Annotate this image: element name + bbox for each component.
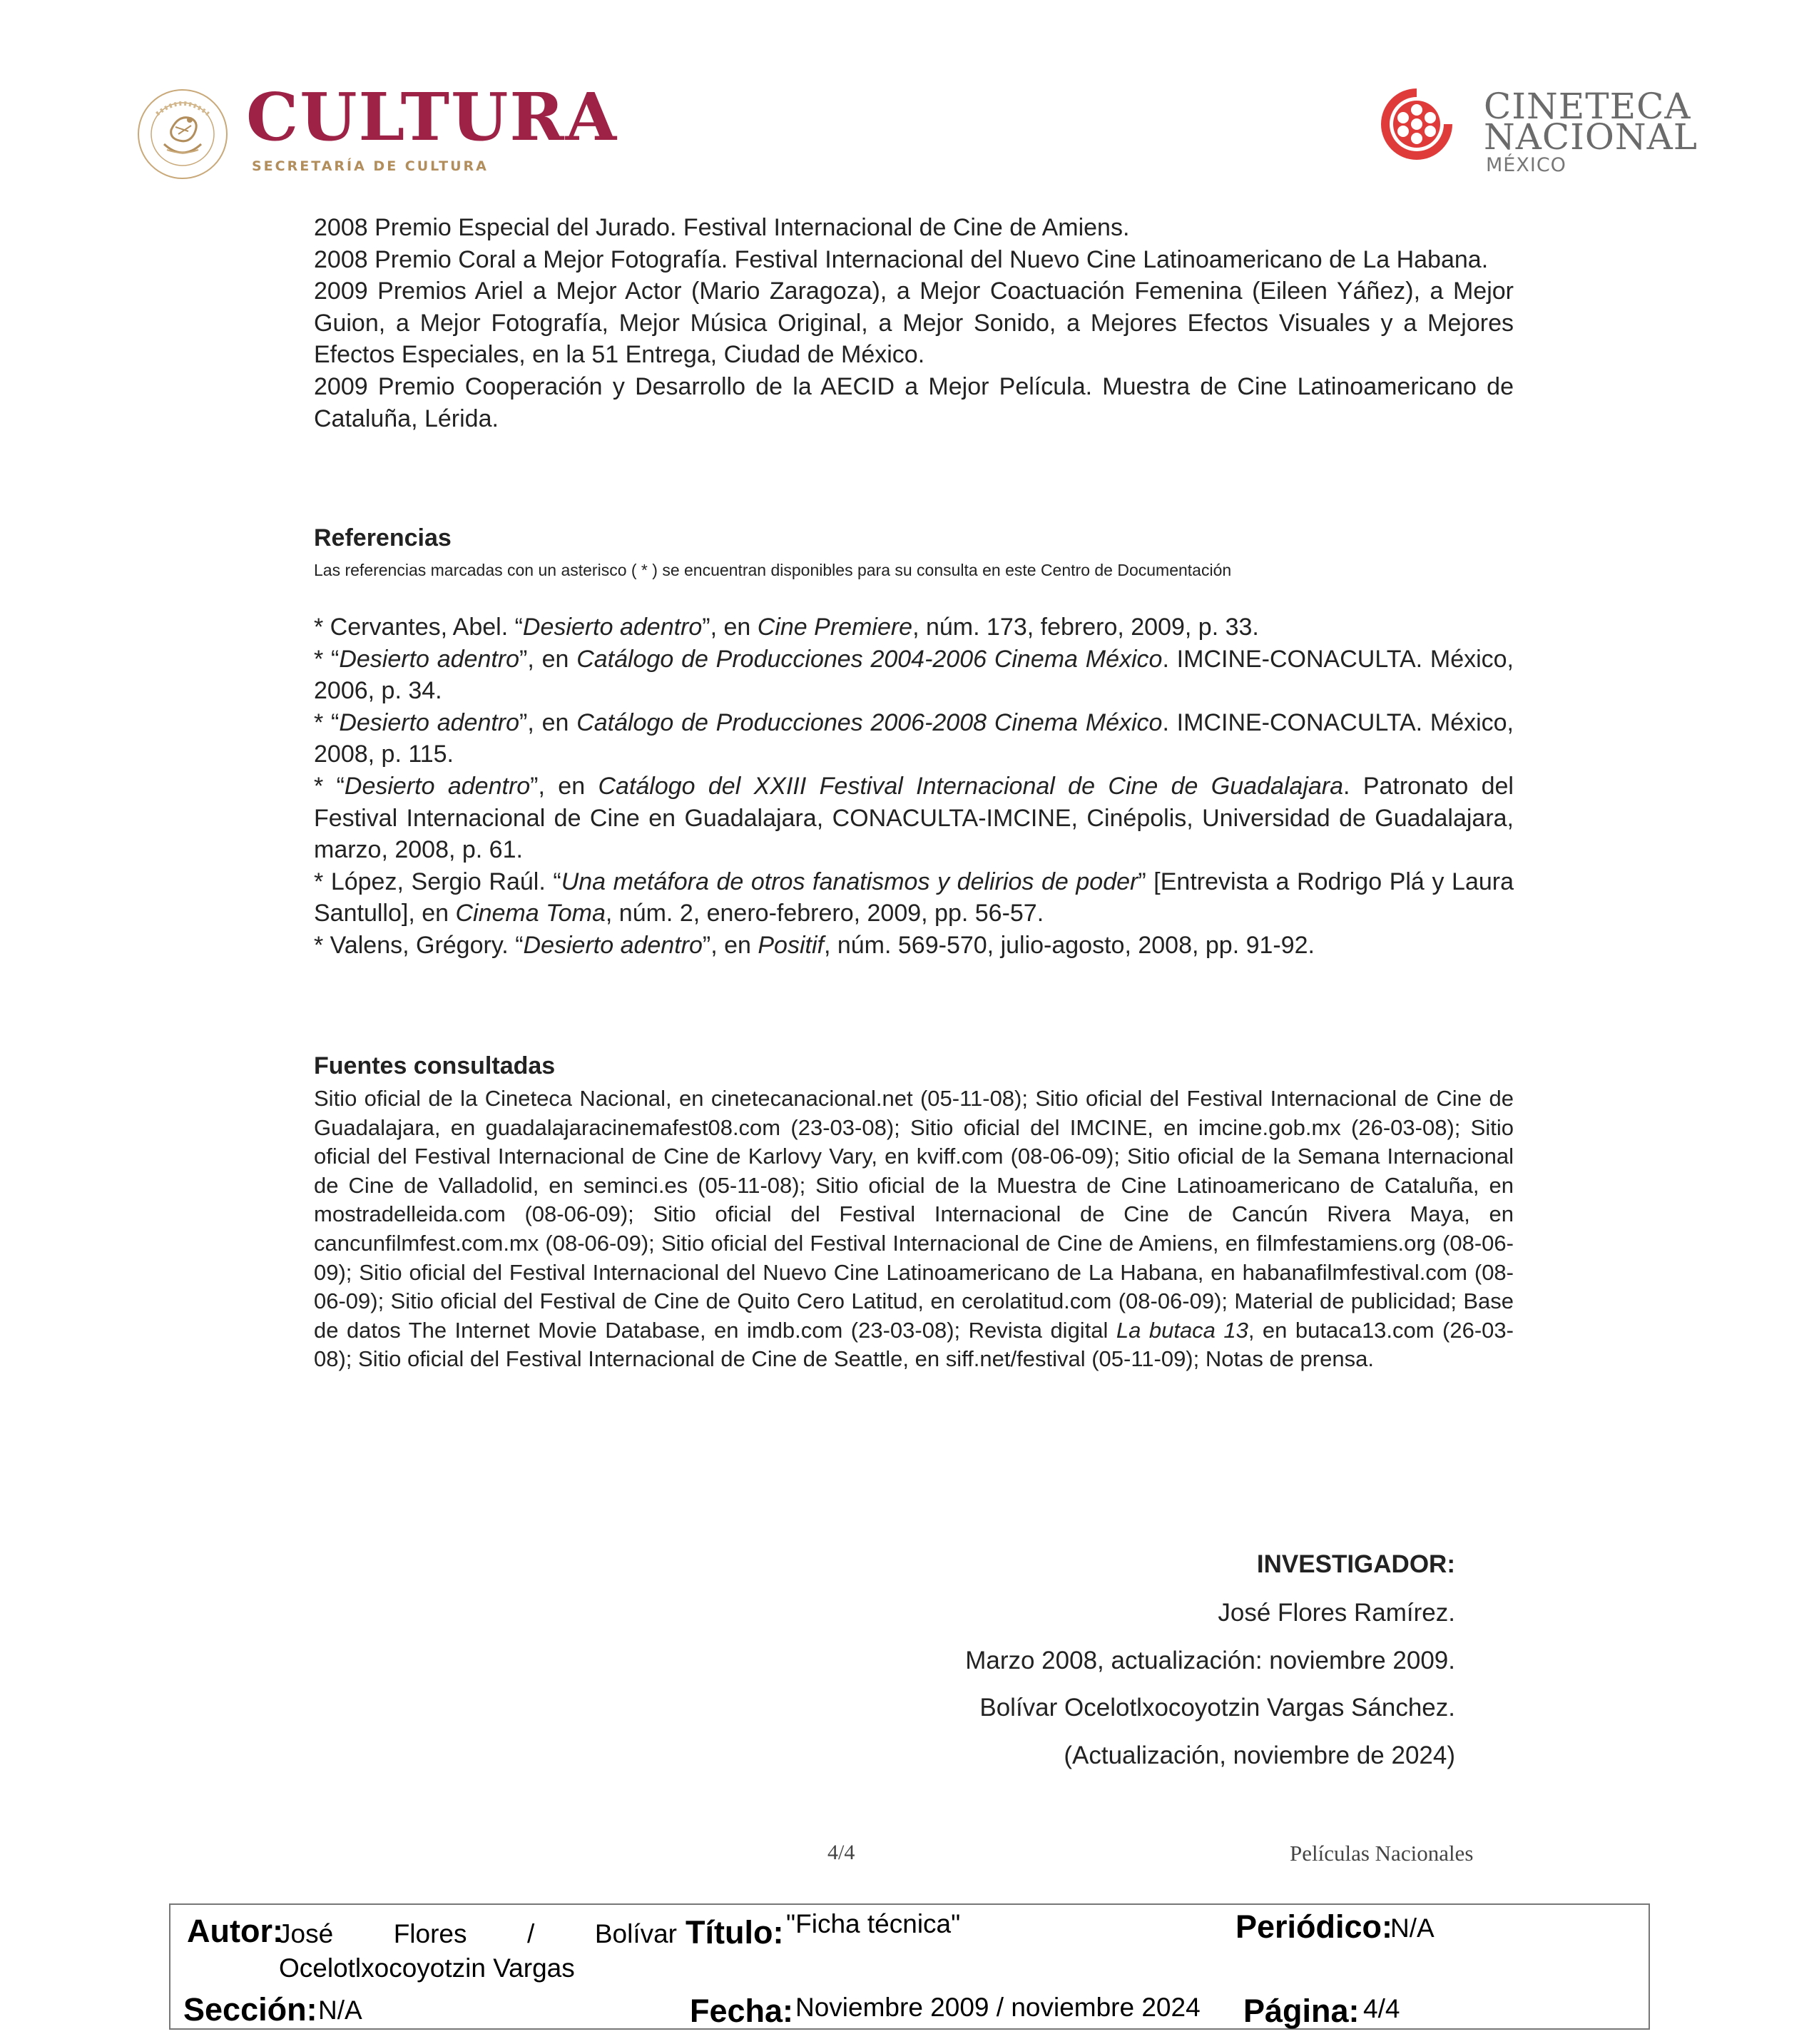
italic-title: La butaca 13 bbox=[1116, 1317, 1248, 1343]
mexican-seal-icon bbox=[136, 87, 230, 181]
titulo-value: "Ficha técnica" bbox=[786, 1909, 961, 1938]
referencias-list bbox=[314, 611, 1514, 962]
award-item: 2008 Premio Especial del Jurado. Festival Internacional de Cine de Amiens. bbox=[314, 214, 1130, 241]
text-run: Sitio oficial de la Cineteca Nacional, en cinetecanacional.net (05-11-08); Sitio oficial del Festival Internacional de Cine de Guadalajara, en guadalajaracinemafest08.com (23-03-08); Sitio oficial del IMCINE, en imcine.gob.mx (26-03-08); Sitio oficial del Festival Internacional de Cine de Karlovy Vary, en kviff.com (08-06-09); Sitio oficial de la Semana Internacional de Cine de Valladolid, en seminci.es (05-11-08); Sitio oficial de la Muestra de Cine Latinoamericano de Cataluña, en mostradelleida.com (08-06-09); Sitio oficial del Festival Internacional de Cine de Cancún Rivera Maya, en cancunfilmfest.com.mx (08-06-09); Sitio oficial del Festival Internacional de Cine de Amiens, en filmfestamiens.org (08-06-09); Sitio oficial del Festival Internacional del Nuevo Cine Latinoamericano de La Habana, en habanafilmfestival.com (08-06-09); Sitio oficial del Festival de Cine de Quito Cero Latitud, en cerolatitud.com (08-06-09); Material de publicidad; Base de datos The Internet Movie Database, en imdb.com (23-03-08); Revista digital bbox=[314, 1086, 1514, 1343]
autor-value-line-2: Ocelotlxocoyotzin Vargas bbox=[279, 1953, 575, 1983]
fecha-label: Fecha: bbox=[690, 1993, 794, 2029]
autor-value-line-1 bbox=[277, 1921, 677, 1947]
page-number: 4/4 bbox=[827, 1841, 855, 1864]
italic-title: Desierto adentro bbox=[344, 772, 531, 800]
text-run: ”, en bbox=[702, 931, 758, 959]
reference-item bbox=[314, 771, 1514, 866]
text-run: * Cervantes, Abel. “ bbox=[314, 614, 523, 641]
reference-item bbox=[314, 930, 1514, 962]
text-run: * Valens, Grégory. “ bbox=[314, 931, 524, 959]
italic-title: Una metáfora de otros fanatismos y delirios de poder bbox=[561, 868, 1138, 895]
reference-item bbox=[314, 611, 1514, 644]
pagina-value: 4/4 bbox=[1363, 1994, 1400, 2023]
text-run: * “ bbox=[314, 645, 340, 673]
investigador-name: José Flores Ramírez. bbox=[1218, 1599, 1455, 1627]
metadata-box bbox=[169, 1903, 1650, 2030]
periodico-label: Periódico: bbox=[1235, 1908, 1393, 1945]
text-run: . IMCINE-CONACULTA. México, 2006, p. 34. bbox=[314, 645, 1514, 705]
italic-title: Catálogo de Producciones 2004-2006 Cinema México bbox=[576, 645, 1163, 673]
award-item: 2009 Premios Ariel a Mejor Actor (Mario Zaragoza), a Mejor Coactuación Femenina (Eileen Yáñez), a Mejor Guion, a Mejor Fotografía, Mejor Música Original, a Mejor Sonido, a Mejores Efectos Visuales y a Mejores Efectos Especiales, en la 51 Entrega, Ciudad de México. bbox=[314, 278, 1514, 369]
italic-title: Positif bbox=[758, 931, 824, 959]
pagina-label: Página: bbox=[1243, 1993, 1360, 2029]
cultura-subtitle: SECRETARÍA DE CULTURA bbox=[252, 158, 489, 174]
italic-title: Cine Premiere bbox=[757, 614, 913, 641]
text-run: , en butaca13.com (26-03-08); Sitio oficial del Festival Internacional de Cine de Seattle, en siff.net/festival (05-11-09); Notas de prensa. bbox=[314, 1317, 1514, 1372]
cultura-logo bbox=[136, 78, 618, 184]
investigador-update: (Actualización, noviembre de 2024) bbox=[1064, 1742, 1455, 1769]
text-run: . IMCINE-CONACULTA. México, 2008, p. 115. bbox=[314, 708, 1514, 768]
investigador-name-2: Bolívar Ocelotlxocoyotzin Vargas Sánchez. bbox=[979, 1694, 1455, 1722]
seccion-value: N/A bbox=[318, 1995, 362, 2025]
fuentes-paragraph bbox=[314, 1084, 1514, 1374]
italic-title: Catálogo del XXIII Festival Internacional de Cine de Guadalajara bbox=[598, 772, 1344, 800]
reference-item bbox=[314, 866, 1514, 930]
seccion-label: Sección: bbox=[183, 1991, 317, 2028]
text-run: ” [Entrevista a Rodrigo Plá y Laura Santullo], en bbox=[314, 868, 1514, 927]
cineteca-logo bbox=[1377, 80, 1698, 180]
italic-title: Desierto adentro bbox=[523, 931, 703, 959]
cineteca-line-1: CINETECA bbox=[1484, 86, 1691, 127]
autor-word: / bbox=[527, 1919, 535, 1948]
fecha-value: Noviembre 2009 / noviembre 2024 bbox=[795, 1993, 1201, 2022]
award-item: 2009 Premio Cooperación y Desarrollo de la AECID a Mejor Película. Muestra de Cine Latinoamericano de Cataluña, Lérida. bbox=[314, 372, 1514, 432]
periodico-value: N/A bbox=[1390, 1913, 1435, 1943]
text-run: , núm. 569-570, julio-agosto, 2008, pp. 91-92. bbox=[823, 931, 1315, 959]
reference-item bbox=[314, 644, 1514, 707]
text-run: * López, Sergio Raúl. “ bbox=[314, 868, 561, 895]
text-run: ”, en bbox=[530, 772, 598, 800]
autor-label: Autor: bbox=[187, 1913, 283, 1949]
text-run: ”, en bbox=[702, 614, 758, 641]
referencias-note: Las referencias marcadas con un asterisco ( * ) se encuentran disponibles para su consulta en este Centro de Documentación bbox=[314, 561, 1232, 579]
cineteca-line-2: NACIONAL bbox=[1484, 116, 1698, 158]
italic-title: Desierto adentro bbox=[339, 645, 520, 673]
fuentes-heading: Fuentes consultadas bbox=[314, 1052, 556, 1079]
italic-title: Desierto adentro bbox=[522, 614, 703, 641]
text-run: , núm. 2, enero-febrero, 2009, pp. 56-57. bbox=[605, 900, 1044, 927]
text-run: ”, en bbox=[519, 708, 577, 736]
award-item: 2008 Premio Coral a Mejor Fotografía. Festival Internacional del Nuevo Cine Latinoamericano de La Habana. bbox=[314, 245, 1489, 273]
text-run: * “ bbox=[314, 708, 340, 736]
referencias-heading: Referencias bbox=[314, 524, 452, 551]
text-run: . Patronato del Festival Internacional de Cine en Guadalajara, CONACULTA-IMCINE, Cinépolis, Universidad de Guadalajara, marzo, 2008, p. 61. bbox=[314, 772, 1514, 864]
autor-word: Flores bbox=[393, 1919, 467, 1948]
titulo-label: Título: bbox=[686, 1914, 784, 1951]
section-label: Películas Nacionales bbox=[1290, 1841, 1474, 1866]
autor-word: José bbox=[277, 1919, 334, 1948]
film-reel-icon bbox=[1377, 84, 1457, 164]
cineteca-line-3: MÉXICO bbox=[1486, 154, 1566, 176]
investigador-title: INVESTIGADOR: bbox=[1256, 1550, 1455, 1578]
text-run: , núm. 173, febrero, 2009, p. 33. bbox=[912, 614, 1259, 641]
reference-item bbox=[314, 707, 1514, 771]
italic-title: Catálogo de Producciones 2006-2008 Cinema México bbox=[576, 708, 1163, 736]
italic-title: Cinema Toma bbox=[455, 900, 606, 927]
text-run: * “ bbox=[314, 772, 345, 800]
awards-list bbox=[314, 212, 1514, 434]
autor-word: Bolívar bbox=[594, 1919, 677, 1948]
text-run: ”, en bbox=[519, 645, 577, 673]
cultura-wordmark: CULTURA bbox=[246, 78, 618, 156]
investigador-date: Marzo 2008, actualización: noviembre 2009. bbox=[965, 1647, 1455, 1674]
italic-title: Desierto adentro bbox=[339, 708, 520, 736]
